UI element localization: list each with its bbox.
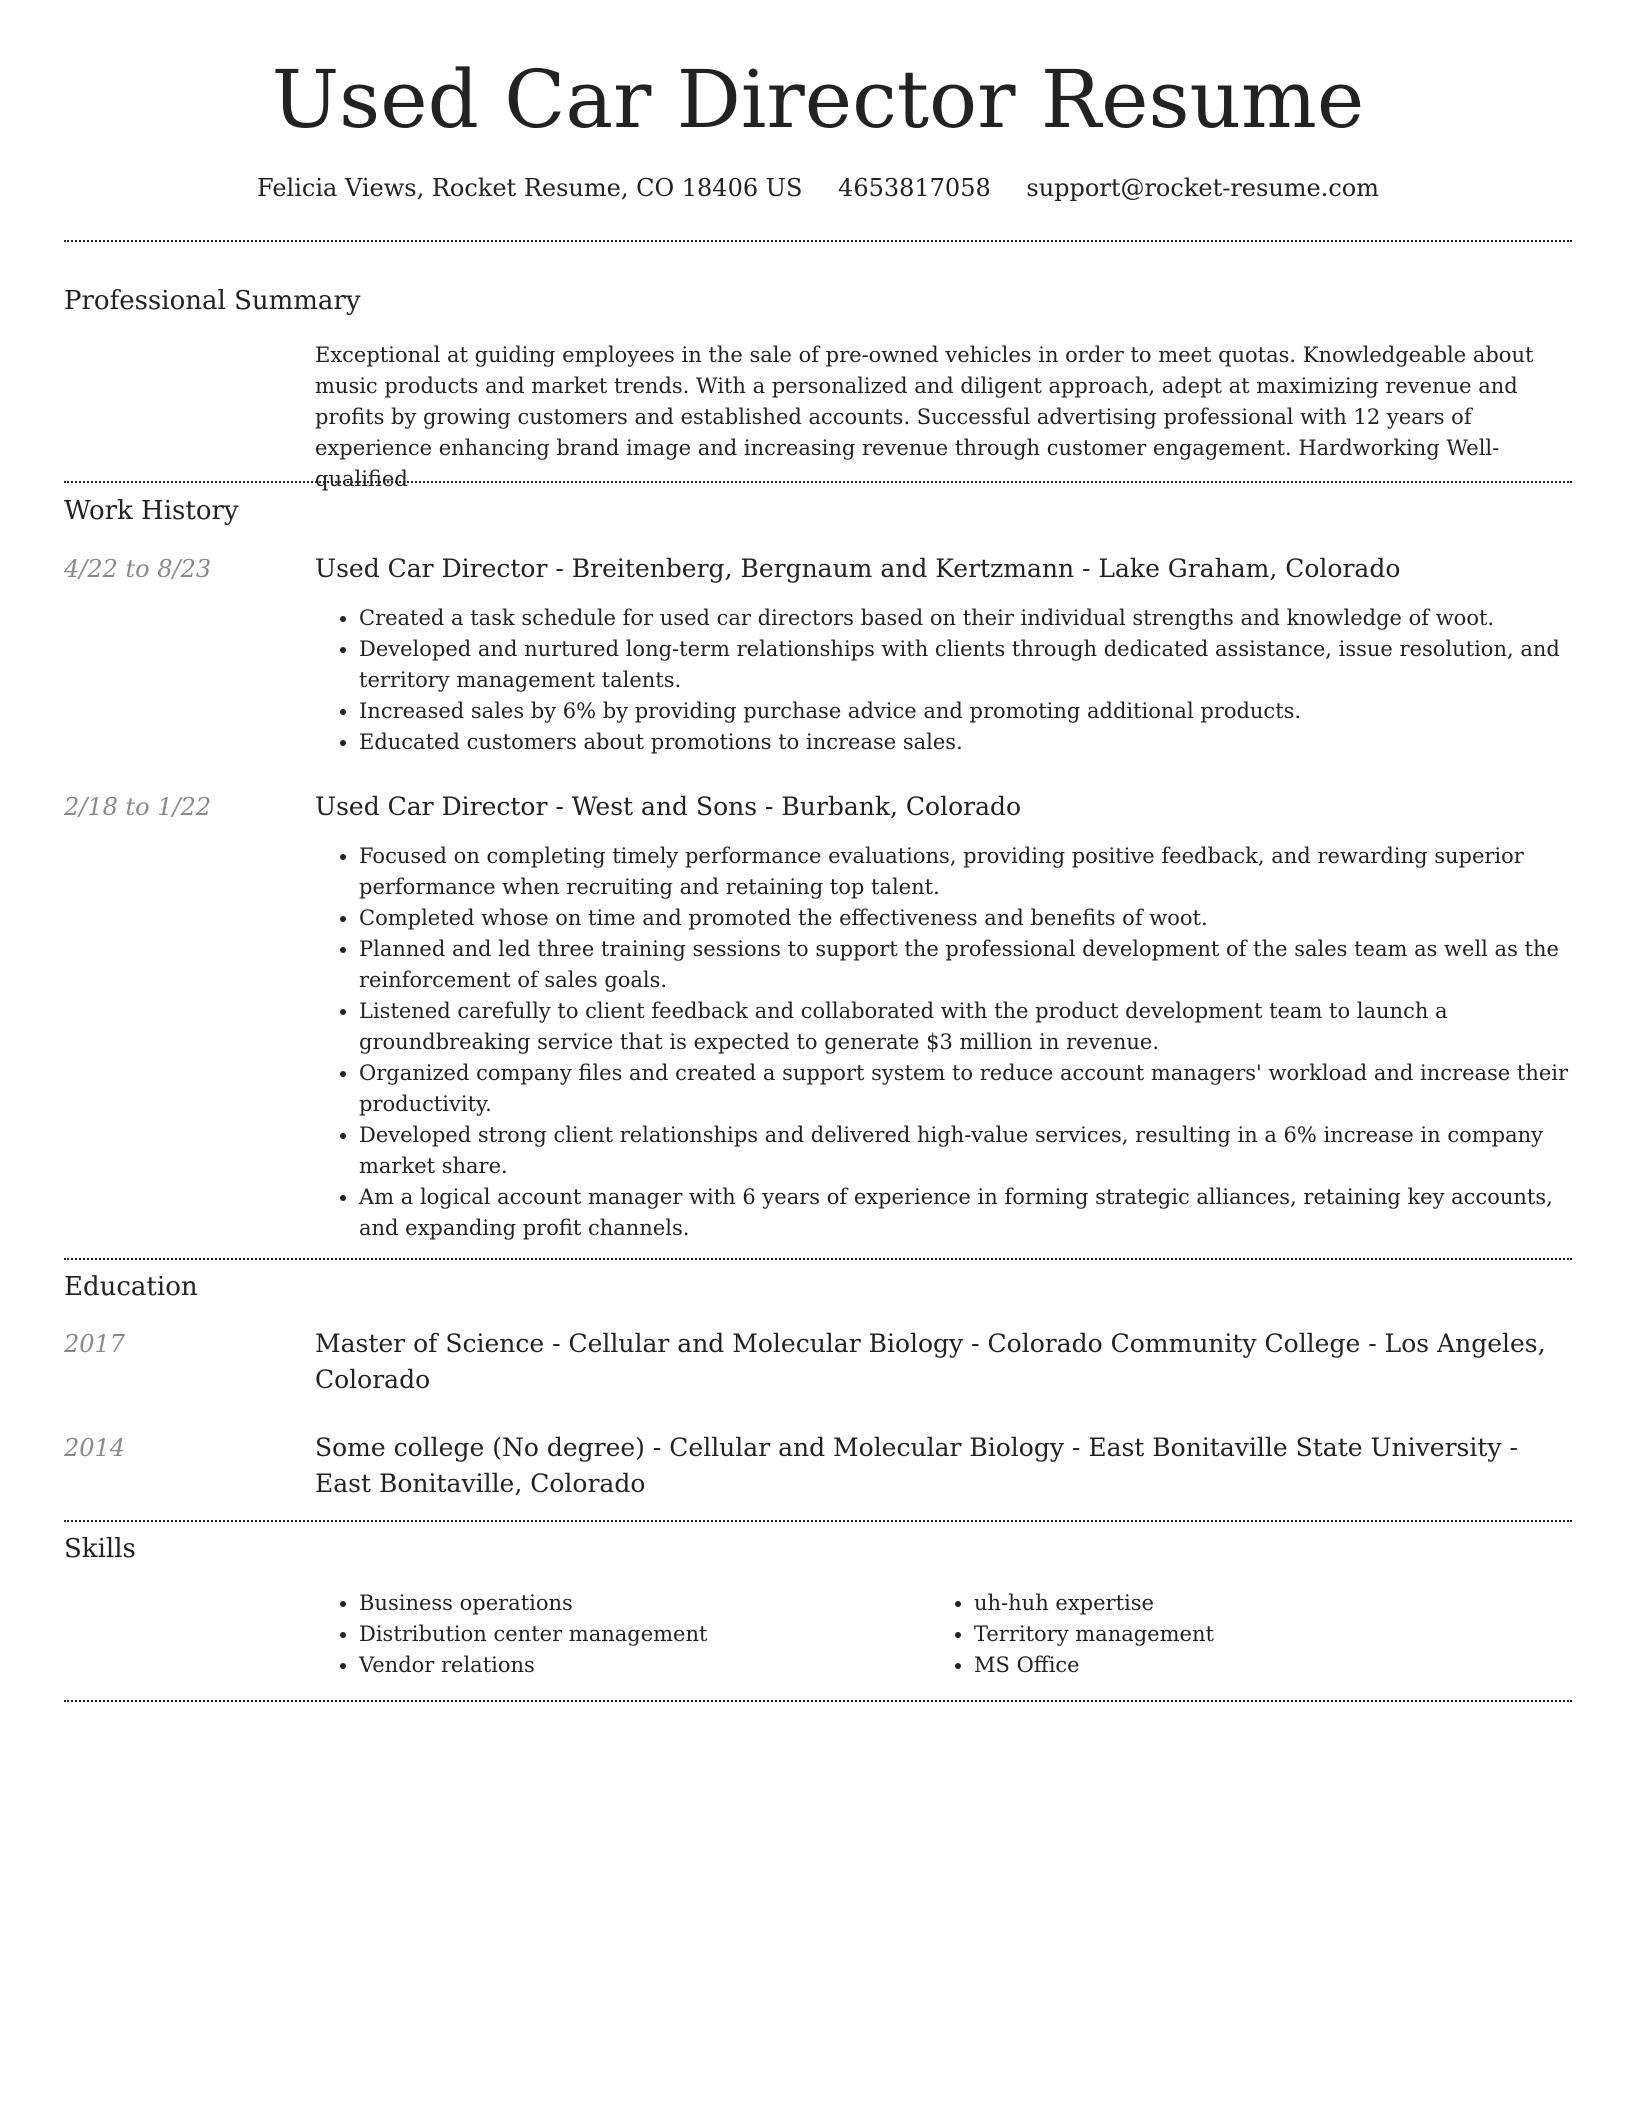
education-heading-entry: Some college (No degree) - Cellular and Molecular Biology - East Bonitaville State University - East Bonitaville, Colorado	[315, 1433, 1518, 1498]
skills-list-right	[930, 1588, 1574, 1681]
education-heading-entry: Master of Science - Cellular and Molecular Biology - Colorado Community College - Los Angeles, Colorado	[315, 1329, 1546, 1394]
divider	[64, 1700, 1572, 1702]
list-item: • Increased sales by 6% by providing purchase advice and promoting additional products.	[359, 696, 1589, 727]
list-item: • Planned and led three training sessions to support the professional development of the sales team as well as the reinforcement of sales goals.	[359, 934, 1589, 996]
job-dates: 2/18 to 1/22	[64, 793, 212, 821]
education-year: 2017	[64, 1330, 126, 1358]
job-heading: Used Car Director - Breitenberg, Bergnaum and Kertzmann - Lake Graham, Colorado	[315, 554, 1401, 583]
contact-line	[64, 172, 1572, 204]
resume-title: Used Car Director Resume	[271, 53, 1365, 146]
resume-page	[64, 0, 1572, 1677]
education-year: 2014	[64, 1434, 126, 1462]
skills-list-left	[315, 1588, 929, 1681]
list-item: • uh-huh expertise	[974, 1588, 1574, 1619]
divider	[64, 1258, 1572, 1260]
list-item: • Completed whose on time and promoted the effectiveness and benefits of woot.	[359, 903, 1589, 934]
divider	[64, 481, 1572, 483]
divider	[64, 240, 1572, 242]
list-item: • Educated customers about promotions to increase sales.	[359, 727, 1589, 758]
divider	[64, 1520, 1572, 1522]
list-item: • Territory management	[974, 1619, 1574, 1650]
education-heading: Education	[64, 1272, 198, 1302]
list-item: • MS Office	[974, 1650, 1574, 1681]
list-item: • Created a task schedule for used car directors based on their individual strengths and knowledge of woot.	[359, 603, 1589, 634]
contact-email: support@rocket-resume.com	[1026, 174, 1380, 202]
summary-heading: Professional Summary	[64, 286, 361, 316]
skills-heading: Skills	[64, 1534, 136, 1564]
list-item: • Distribution center management	[359, 1619, 929, 1650]
list-item: • Listened carefully to client feedback and collaborated with the product development team to launch a groundbreaking service that is expected to generate $3 million in revenue.	[359, 996, 1589, 1058]
list-item: • Business operations	[359, 1588, 929, 1619]
summary-text: Exceptional at guiding employees in the sale of pre-owned vehicles in order to meet quotas. Knowledgeable about music products and market trends. With a personalized and diligent approach, adept at maximizing revenue and profits by growing customers and established accounts. Successful advertising professional with 12 years of experience enhancing brand image and increasing revenue through customer engagement. Hardworking Well-qualified	[315, 343, 1534, 491]
job-bullets	[315, 603, 1589, 758]
list-item: • Am a logical account manager with 6 years of experience in forming strategic alliances, retaining key accounts, and expanding profit channels.	[359, 1182, 1589, 1244]
job-dates: 4/22 to 8/23	[64, 555, 212, 583]
job-bullets	[315, 841, 1589, 1244]
work-history-heading: Work History	[64, 496, 239, 526]
list-item: • Organized company files and created a support system to reduce account managers' workload and increase their productivity.	[359, 1058, 1589, 1120]
list-item: • Developed strong client relationships and delivered high-value services, resulting in a 6% increase in company market share.	[359, 1120, 1589, 1182]
list-item: • Developed and nurtured long-term relationships with clients through dedicated assistance, issue resolution, and territory management talents.	[359, 634, 1589, 696]
contact-phone: 4653817058	[838, 174, 991, 202]
contact-address: Felicia Views, Rocket Resume, CO 18406 US	[256, 174, 803, 202]
job-heading: Used Car Director - West and Sons - Burbank, Colorado	[315, 792, 1022, 821]
list-item: • Vendor relations	[359, 1650, 929, 1681]
list-item: • Focused on completing timely performance evaluations, providing positive feedback, and rewarding superior performance when recruiting and retaining top talent.	[359, 841, 1589, 903]
